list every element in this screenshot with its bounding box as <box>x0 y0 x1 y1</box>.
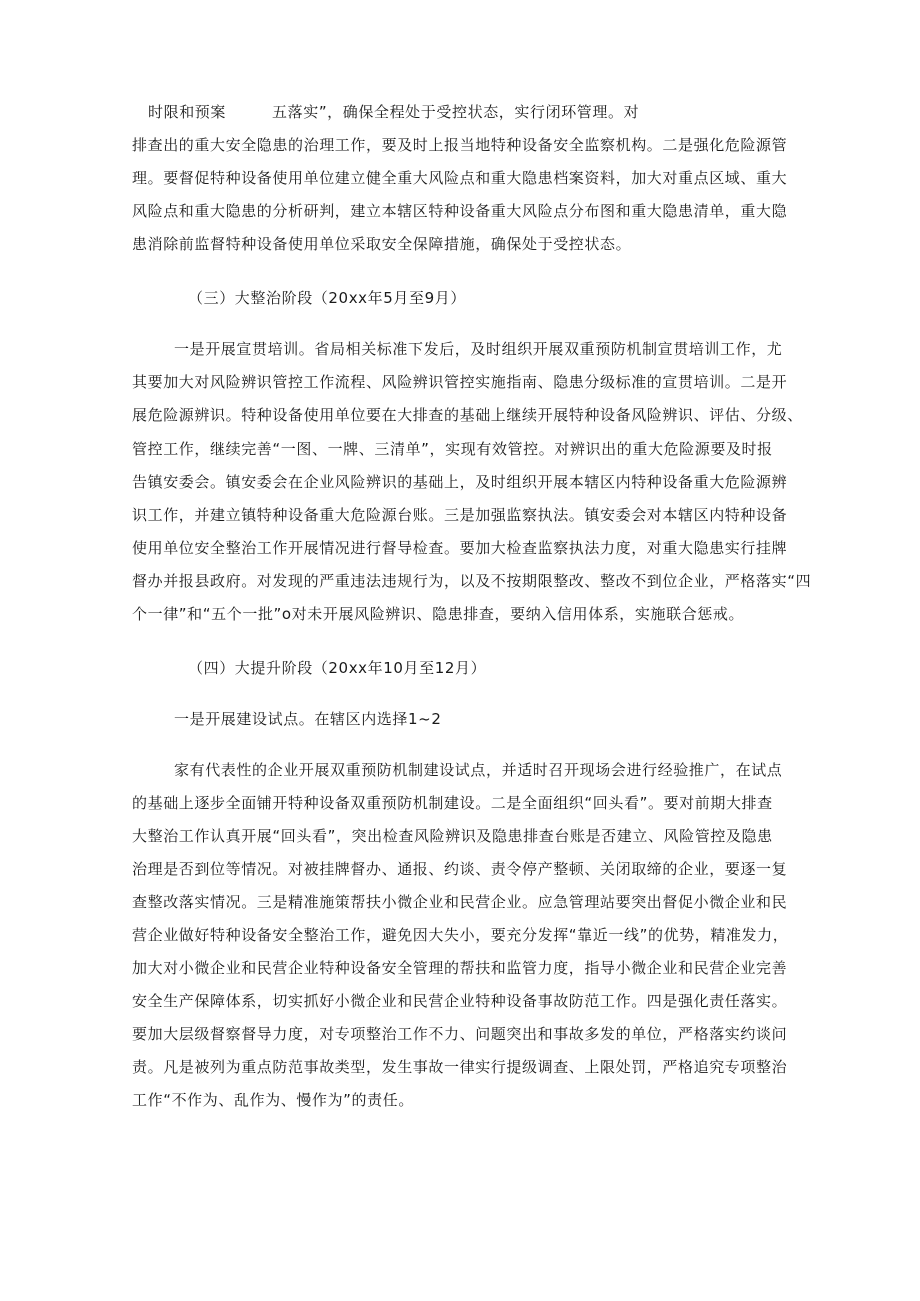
paragraph-line: 风险点和重大隐患的分析研判，建立本辖区特种设备重大风险点分布图和重大隐患清单，重大隐 <box>132 202 788 220</box>
paragraph-line: 安全生产保障体系，切实抓好小微企业和民营企业特种设备事故防范工作。四是强化责任落实。 <box>132 992 788 1010</box>
paragraph-line: 家有代表性的企业开展双重预防机制建设试点，并适时召开现场会进行经验推广，在试点 <box>174 761 783 779</box>
section-heading-4: （四）大提升阶段（20xx年10月至12月） <box>188 659 487 677</box>
paragraph-line: 的基础上逐步全面铺开特种设备双重预防机制建设。二是全面组织“回头看”。要对前期大排查 <box>132 794 773 812</box>
intro-fragment-1: 时限和预案 <box>148 103 227 121</box>
paragraph-line: 一是开展宣贯培训。省局相关标准下发后，及时组织开展双重预防机制宣贯培训工作，尤 <box>174 340 783 358</box>
intro-fragment-2: 五落实”，确保全程处于受控状态，实行闭环管理。对 <box>272 103 640 121</box>
paragraph-line: 营企业做好特种设备安全整治工作，避免因大失小，要充分发挥“靠近一线”的优势，精准发力， <box>132 926 789 944</box>
paragraph-line: 查整改落实情况。三是精准施策帮扶小微企业和民营企业。应急管理站要突出督促小微企业和民 <box>132 893 788 911</box>
section-heading-3: （三）大整治阶段（20xx年5月至9月） <box>188 289 466 307</box>
paragraph-line: 一是开展建设试点。在辖区内选择1~2 <box>174 710 442 728</box>
paragraph-line: 告镇安委会。镇安委会在企业风险辨识的基础上，及时组织开展本辖区内特种设备重大危险源辨 <box>132 473 788 491</box>
paragraph-line: 加大对小微企业和民营企业特种设备安全管理的帮扶和监管力度，指导小微企业和民营企业完善 <box>132 959 788 977</box>
paragraph-line: 工作“不作为、乱作为、慢作为”的责任。 <box>132 1091 414 1109</box>
paragraph-line: 其要加大对风险辨识管控工作流程、风险辨识管控实施指南、隐患分级标准的宣贯培训。二是开 <box>132 373 788 391</box>
paragraph-line <box>148 102 639 122</box>
paragraph-line: 患消除前监督特种设备使用单位采取安全保障措施，确保处于受控状态。 <box>132 235 632 253</box>
paragraph-line: 责。凡是被列为重点防范事故类型，发生事故一律实行提级调查、上限处罚，严格追究专项整治 <box>132 1058 788 1076</box>
paragraph-line: 要加大层级督察督导力度，对专项整治工作不力、问题突出和事故多发的单位，严格落实约谈问 <box>132 1025 788 1043</box>
paragraph-line: 督办并报县政府。对发现的严重违法违规行为，以及不按期限整改、整改不到位企业，严格落实“四 <box>132 572 812 590</box>
paragraph-line: 管控工作，继续完善“一图、一牌、三清单”，实现有效管控。对辨识出的重大危险源要及时报 <box>132 440 773 458</box>
paragraph-line: 使用单位安全整治工作开展情况进行督导检查。要加大检查监察执法力度，对重大隐患实行挂牌 <box>132 539 788 557</box>
paragraph-line: 排查出的重大安全隐患的治理工作，要及时上报当地特种设备安全监察机构。二是强化危险源管 <box>132 136 788 154</box>
paragraph-line: 展危险源辨识。特种设备使用单位要在大排查的基础上继续开展特种设备风险辨识、评估、分级、 <box>132 406 803 424</box>
paragraph-line: 识工作，并建立镇特种设备重大危险源台账。三是加强监察执法。镇安委会对本辖区内特种设备 <box>132 506 788 524</box>
paragraph-line: 治理是否到位等情况。对被挂牌督办、通报、约谈、责令停产整顿、关闭取缔的企业，要逐一复 <box>132 860 788 878</box>
paragraph-line: 大整治工作认真开展“回头看”，突出检查风险辨识及隐患排查台账是否建立、风险管控及隐患 <box>132 827 773 845</box>
paragraph-line: 理。要督促特种设备使用单位建立健全重大风险点和重大隐患档案资料，加大对重点区域、重大 <box>132 169 788 187</box>
paragraph-line: 个一律”和“五个一批”o对未开展风险辨识、隐患排查，要纳入信用体系，实施联合惩戒。 <box>132 605 745 623</box>
